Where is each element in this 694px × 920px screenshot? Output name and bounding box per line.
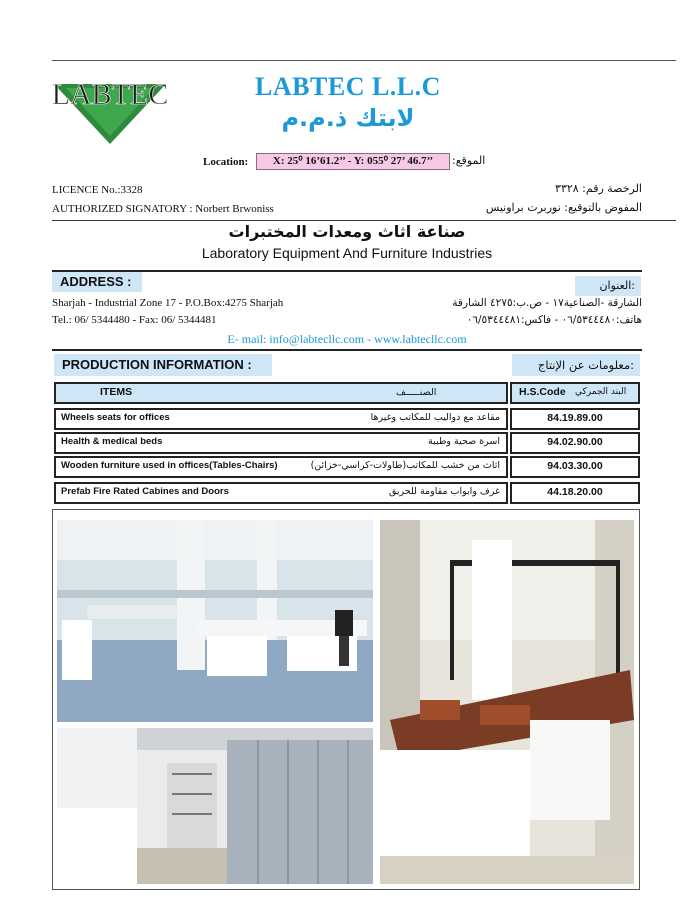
industry-title-en: Laboratory Equipment And Furniture Industries (201, 245, 493, 261)
table-row (54, 456, 640, 478)
authorized-signatory-ar: المفوض بالتوقيع: نوربرت براونيس (485, 201, 642, 214)
laboratory-sink-bench-photo (380, 520, 634, 884)
address-line-1: Sharjah - Industrial Zone 17 - P.O.Box:4275 Sharjah (52, 297, 284, 309)
address-heading-ar: :العنوان (575, 276, 641, 296)
item-name-en: Wooden furniture used in offices(Tables-Chairs) (61, 460, 278, 471)
address-line-1-ar: الشارقة -الصناعية١٧ - ص.ب:٤٢٧٥ الشارقة (452, 297, 642, 309)
industry-title-ar: صناعة اثاث ومعدات المختبرات (228, 222, 466, 241)
location-label: Location: (203, 156, 249, 168)
hs-code: 94.02.90.00 (547, 436, 603, 448)
table-row (54, 482, 640, 504)
address-line-2: Tel.: 06/ 5344480 - Fax: 06/ 5344481 (52, 314, 217, 326)
item-name-en: Health & medical beds (61, 436, 163, 447)
item-name-ar: اسرة صحية وطبية (428, 436, 500, 447)
licence-number: LICENCE No.:3328 (52, 184, 143, 196)
location-label-ar: الموقع: (452, 154, 486, 167)
production-divider (52, 349, 642, 351)
company-name-ar: لابتك ذ.م.م (281, 104, 415, 132)
address-heading: ADDRESS : (52, 272, 142, 292)
item-name-ar: غرف وابواب مقاومة للحريق (388, 486, 500, 497)
item-name-en: Prefab Fire Rated Cabines and Doors (61, 486, 229, 497)
company-name-en: LABTEC L.L.C (255, 72, 441, 101)
licence-number-ar: الرخصة رقم: ٣٣٢٨ (555, 182, 642, 195)
table-row (54, 432, 640, 454)
column-header-items: ITEMS (100, 386, 133, 398)
address-line-2-ar: هاتف:٠٦/٥٣٤٤٤٨٠ - فاكس:٠٦/٥٣٤٤٤٨١ (466, 314, 642, 326)
hs-code: 94.03.30.00 (547, 460, 603, 472)
logo-text: LABTEC (52, 78, 168, 111)
column-header-hs-code: H.S.Code (519, 386, 566, 398)
hs-code: 84.19.89.00 (547, 412, 603, 424)
production-heading: PRODUCTION INFORMATION : (54, 354, 272, 376)
laboratory-benches-photo (57, 520, 373, 722)
header-divider (52, 220, 676, 221)
contact-email-website[interactable]: E- mail: info@labtecllc.com - www.labtecllc.com (227, 332, 467, 346)
top-divider (52, 60, 676, 61)
item-name-ar: مقاعد مع دواليب للمكاتب وغيرها (370, 412, 500, 423)
authorized-signatory: AUTHORIZED SIGNATORY : Norbert Brwoniss (52, 203, 274, 215)
column-header-hs-code-ar: البند الجمركي (575, 387, 627, 397)
item-name-ar: اثاث من خشب للمكاتب(طاولات-كراسي-خزائن) (310, 460, 500, 471)
location-coordinates: X: 25⁰ 16’61.2’’ - Y: 055⁰ 27’ 46.7’’ (256, 153, 450, 170)
column-header-items-ar: الصنـــــف (396, 387, 437, 398)
table-row (54, 408, 640, 430)
item-name-en: Wheels seats for offices (61, 412, 170, 423)
labtec-logo (52, 66, 168, 146)
production-heading-ar: :معلومات عن الإنتاج (512, 354, 640, 376)
hs-code: 44.18.20.00 (547, 486, 603, 498)
lab-cabinets-shelving-photo (57, 728, 373, 884)
